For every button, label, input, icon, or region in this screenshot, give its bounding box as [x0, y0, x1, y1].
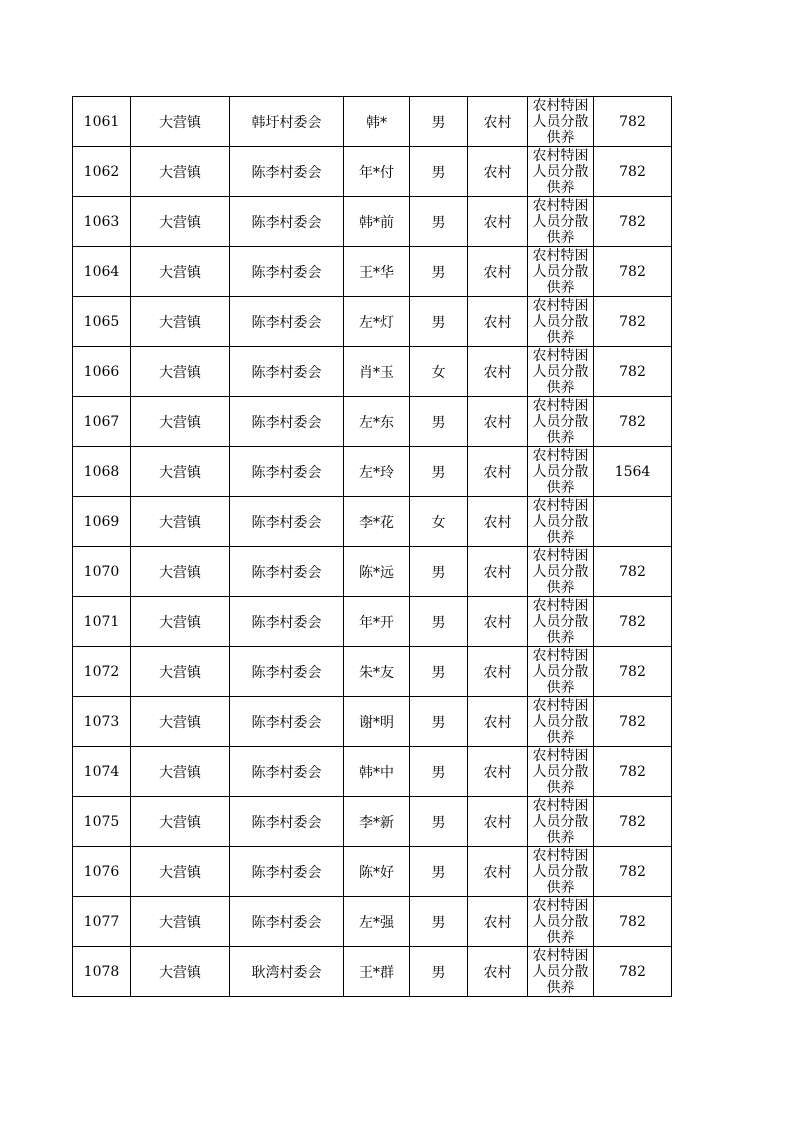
gender-cell: 男: [410, 747, 468, 797]
table-row: [73, 297, 672, 347]
support-category-text: 农村特困人员分散供养: [532, 748, 589, 796]
record-number-cell: 1075: [73, 797, 131, 847]
village-committee-cell: 陈李村委会: [230, 447, 344, 497]
amount-cell: 782: [594, 247, 672, 297]
village-committee-cell: 耿湾村委会: [230, 947, 344, 997]
amount-cell: 782: [594, 647, 672, 697]
village-committee-cell: 陈李村委会: [230, 747, 344, 797]
gender-cell: 男: [410, 897, 468, 947]
support-category-cell: [528, 797, 594, 847]
residence-type-cell: 农村: [468, 497, 528, 547]
amount-cell: 782: [594, 397, 672, 447]
village-committee-cell: 陈李村委会: [230, 547, 344, 597]
amount-cell: 782: [594, 197, 672, 247]
village-committee-cell: 陈李村委会: [230, 147, 344, 197]
record-number-cell: 1069: [73, 497, 131, 547]
support-category-cell: [528, 947, 594, 997]
support-category-text: 农村特困人员分散供养: [532, 948, 589, 996]
record-number-cell: 1065: [73, 297, 131, 347]
village-committee-cell: 陈李村委会: [230, 497, 344, 547]
person-name-cell: 左*强: [344, 897, 410, 947]
record-number-cell: 1073: [73, 697, 131, 747]
person-name-cell: 李*花: [344, 497, 410, 547]
record-number-cell: 1063: [73, 197, 131, 247]
person-name-cell: 陈*好: [344, 847, 410, 897]
amount-cell: 782: [594, 797, 672, 847]
support-category-text: 农村特困人员分散供养: [532, 198, 589, 246]
village-committee-cell: 陈李村委会: [230, 647, 344, 697]
record-number-cell: 1070: [73, 547, 131, 597]
support-category-cell: [528, 647, 594, 697]
village-committee-cell: 陈李村委会: [230, 597, 344, 647]
residence-type-cell: 农村: [468, 847, 528, 897]
town-cell: 大营镇: [131, 147, 230, 197]
table-row: [73, 347, 672, 397]
gender-cell: 男: [410, 97, 468, 147]
town-cell: 大营镇: [131, 747, 230, 797]
support-category-text: 农村特困人员分散供养: [532, 598, 589, 646]
village-committee-cell: 陈李村委会: [230, 847, 344, 897]
residence-type-cell: 农村: [468, 197, 528, 247]
residence-type-cell: 农村: [468, 697, 528, 747]
record-number-cell: 1076: [73, 847, 131, 897]
residence-type-cell: 农村: [468, 147, 528, 197]
amount-cell: 782: [594, 747, 672, 797]
table-row: [73, 747, 672, 797]
support-category-cell: [528, 397, 594, 447]
person-name-cell: 左*东: [344, 397, 410, 447]
village-committee-cell: 韩圩村委会: [230, 97, 344, 147]
record-number-cell: 1066: [73, 347, 131, 397]
town-cell: 大营镇: [131, 947, 230, 997]
town-cell: 大营镇: [131, 897, 230, 947]
support-category-cell: [528, 347, 594, 397]
gender-cell: 男: [410, 447, 468, 497]
village-committee-cell: 陈李村委会: [230, 247, 344, 297]
table-row: [73, 647, 672, 697]
person-name-cell: 陈*远: [344, 547, 410, 597]
support-category-text: 农村特困人员分散供养: [532, 398, 589, 446]
support-category-text: 农村特困人员分散供养: [532, 248, 589, 296]
table-row: [73, 697, 672, 747]
village-committee-cell: 陈李村委会: [230, 347, 344, 397]
support-category-cell: [528, 197, 594, 247]
town-cell: 大营镇: [131, 547, 230, 597]
support-category-text: 农村特困人员分散供养: [532, 148, 589, 196]
table-row: [73, 947, 672, 997]
person-name-cell: 李*新: [344, 797, 410, 847]
record-number-cell: 1067: [73, 397, 131, 447]
record-number-cell: 1068: [73, 447, 131, 497]
record-number-cell: 1072: [73, 647, 131, 697]
support-category-cell: [528, 497, 594, 547]
gender-cell: 男: [410, 847, 468, 897]
town-cell: 大营镇: [131, 447, 230, 497]
table-row: [73, 97, 672, 147]
gender-cell: 男: [410, 647, 468, 697]
gender-cell: 男: [410, 797, 468, 847]
record-number-cell: 1077: [73, 897, 131, 947]
records-table: [72, 96, 672, 997]
support-category-cell: [528, 697, 594, 747]
town-cell: 大营镇: [131, 247, 230, 297]
gender-cell: 男: [410, 597, 468, 647]
record-number-cell: 1071: [73, 597, 131, 647]
residence-type-cell: 农村: [468, 347, 528, 397]
person-name-cell: 谢*明: [344, 697, 410, 747]
village-committee-cell: 陈李村委会: [230, 297, 344, 347]
support-category-cell: [528, 547, 594, 597]
support-category-text: 农村特困人员分散供养: [532, 448, 589, 496]
amount-cell: 782: [594, 547, 672, 597]
support-category-cell: [528, 297, 594, 347]
record-number-cell: 1078: [73, 947, 131, 997]
village-committee-cell: 陈李村委会: [230, 397, 344, 447]
support-category-text: 农村特困人员分散供养: [532, 548, 589, 596]
support-category-text: 农村特困人员分散供养: [532, 848, 589, 896]
person-name-cell: 韩*前: [344, 197, 410, 247]
amount-cell: 782: [594, 297, 672, 347]
town-cell: 大营镇: [131, 797, 230, 847]
person-name-cell: 韩*: [344, 97, 410, 147]
table-row: [73, 197, 672, 247]
person-name-cell: 左*灯: [344, 297, 410, 347]
village-committee-cell: 陈李村委会: [230, 797, 344, 847]
support-category-text: 农村特困人员分散供养: [532, 298, 589, 346]
residence-type-cell: 农村: [468, 397, 528, 447]
person-name-cell: 韩*中: [344, 747, 410, 797]
support-category-text: 农村特困人员分散供养: [532, 498, 589, 546]
support-category-text: 农村特困人员分散供养: [532, 698, 589, 746]
village-committee-cell: 陈李村委会: [230, 697, 344, 747]
residence-type-cell: 农村: [468, 897, 528, 947]
table-row: [73, 247, 672, 297]
amount-cell: 782: [594, 147, 672, 197]
residence-type-cell: 农村: [468, 547, 528, 597]
person-name-cell: 朱*友: [344, 647, 410, 697]
amount-cell: 782: [594, 897, 672, 947]
person-name-cell: 王*华: [344, 247, 410, 297]
record-number-cell: 1061: [73, 97, 131, 147]
town-cell: 大营镇: [131, 347, 230, 397]
village-committee-cell: 陈李村委会: [230, 897, 344, 947]
residence-type-cell: 农村: [468, 447, 528, 497]
person-name-cell: 左*玲: [344, 447, 410, 497]
amount-cell: 782: [594, 597, 672, 647]
table-row: [73, 797, 672, 847]
amount-cell: [594, 497, 672, 547]
support-category-cell: [528, 847, 594, 897]
town-cell: 大营镇: [131, 497, 230, 547]
record-number-cell: 1062: [73, 147, 131, 197]
person-name-cell: 肖*玉: [344, 347, 410, 397]
amount-cell: 782: [594, 947, 672, 997]
person-name-cell: 年*付: [344, 147, 410, 197]
residence-type-cell: 农村: [468, 97, 528, 147]
table-row: [73, 397, 672, 447]
table-row: [73, 897, 672, 947]
residence-type-cell: 农村: [468, 297, 528, 347]
gender-cell: 男: [410, 197, 468, 247]
table-row: [73, 597, 672, 647]
residence-type-cell: 农村: [468, 597, 528, 647]
support-category-cell: [528, 597, 594, 647]
support-category-text: 农村特困人员分散供养: [532, 98, 589, 146]
amount-cell: 782: [594, 697, 672, 747]
support-category-cell: [528, 247, 594, 297]
table-row: [73, 147, 672, 197]
amount-cell: 782: [594, 847, 672, 897]
table-row: [73, 447, 672, 497]
residence-type-cell: 农村: [468, 647, 528, 697]
support-category-cell: [528, 147, 594, 197]
support-category-cell: [528, 747, 594, 797]
gender-cell: 男: [410, 547, 468, 597]
gender-cell: 女: [410, 497, 468, 547]
support-category-text: 农村特困人员分散供养: [532, 648, 589, 696]
table-row: [73, 497, 672, 547]
person-name-cell: 王*群: [344, 947, 410, 997]
gender-cell: 男: [410, 947, 468, 997]
residence-type-cell: 农村: [468, 247, 528, 297]
amount-cell: 782: [594, 347, 672, 397]
record-number-cell: 1074: [73, 747, 131, 797]
amount-cell: 782: [594, 97, 672, 147]
table-row: [73, 547, 672, 597]
support-category-cell: [528, 97, 594, 147]
town-cell: 大营镇: [131, 597, 230, 647]
residence-type-cell: 农村: [468, 797, 528, 847]
table-row: [73, 847, 672, 897]
gender-cell: 男: [410, 697, 468, 747]
residence-type-cell: 农村: [468, 947, 528, 997]
gender-cell: 男: [410, 147, 468, 197]
town-cell: 大营镇: [131, 847, 230, 897]
town-cell: 大营镇: [131, 697, 230, 747]
village-committee-cell: 陈李村委会: [230, 197, 344, 247]
gender-cell: 男: [410, 247, 468, 297]
person-name-cell: 年*开: [344, 597, 410, 647]
residence-type-cell: 农村: [468, 747, 528, 797]
town-cell: 大营镇: [131, 197, 230, 247]
town-cell: 大营镇: [131, 297, 230, 347]
table-body: [73, 97, 672, 997]
support-category-cell: [528, 447, 594, 497]
town-cell: 大营镇: [131, 397, 230, 447]
gender-cell: 男: [410, 297, 468, 347]
record-number-cell: 1064: [73, 247, 131, 297]
town-cell: 大营镇: [131, 647, 230, 697]
support-category-text: 农村特困人员分散供养: [532, 348, 589, 396]
amount-cell: 1564: [594, 447, 672, 497]
support-category-text: 农村特困人员分散供养: [532, 898, 589, 946]
gender-cell: 女: [410, 347, 468, 397]
town-cell: 大营镇: [131, 97, 230, 147]
support-category-cell: [528, 897, 594, 947]
support-category-text: 农村特困人员分散供养: [532, 798, 589, 846]
gender-cell: 男: [410, 397, 468, 447]
